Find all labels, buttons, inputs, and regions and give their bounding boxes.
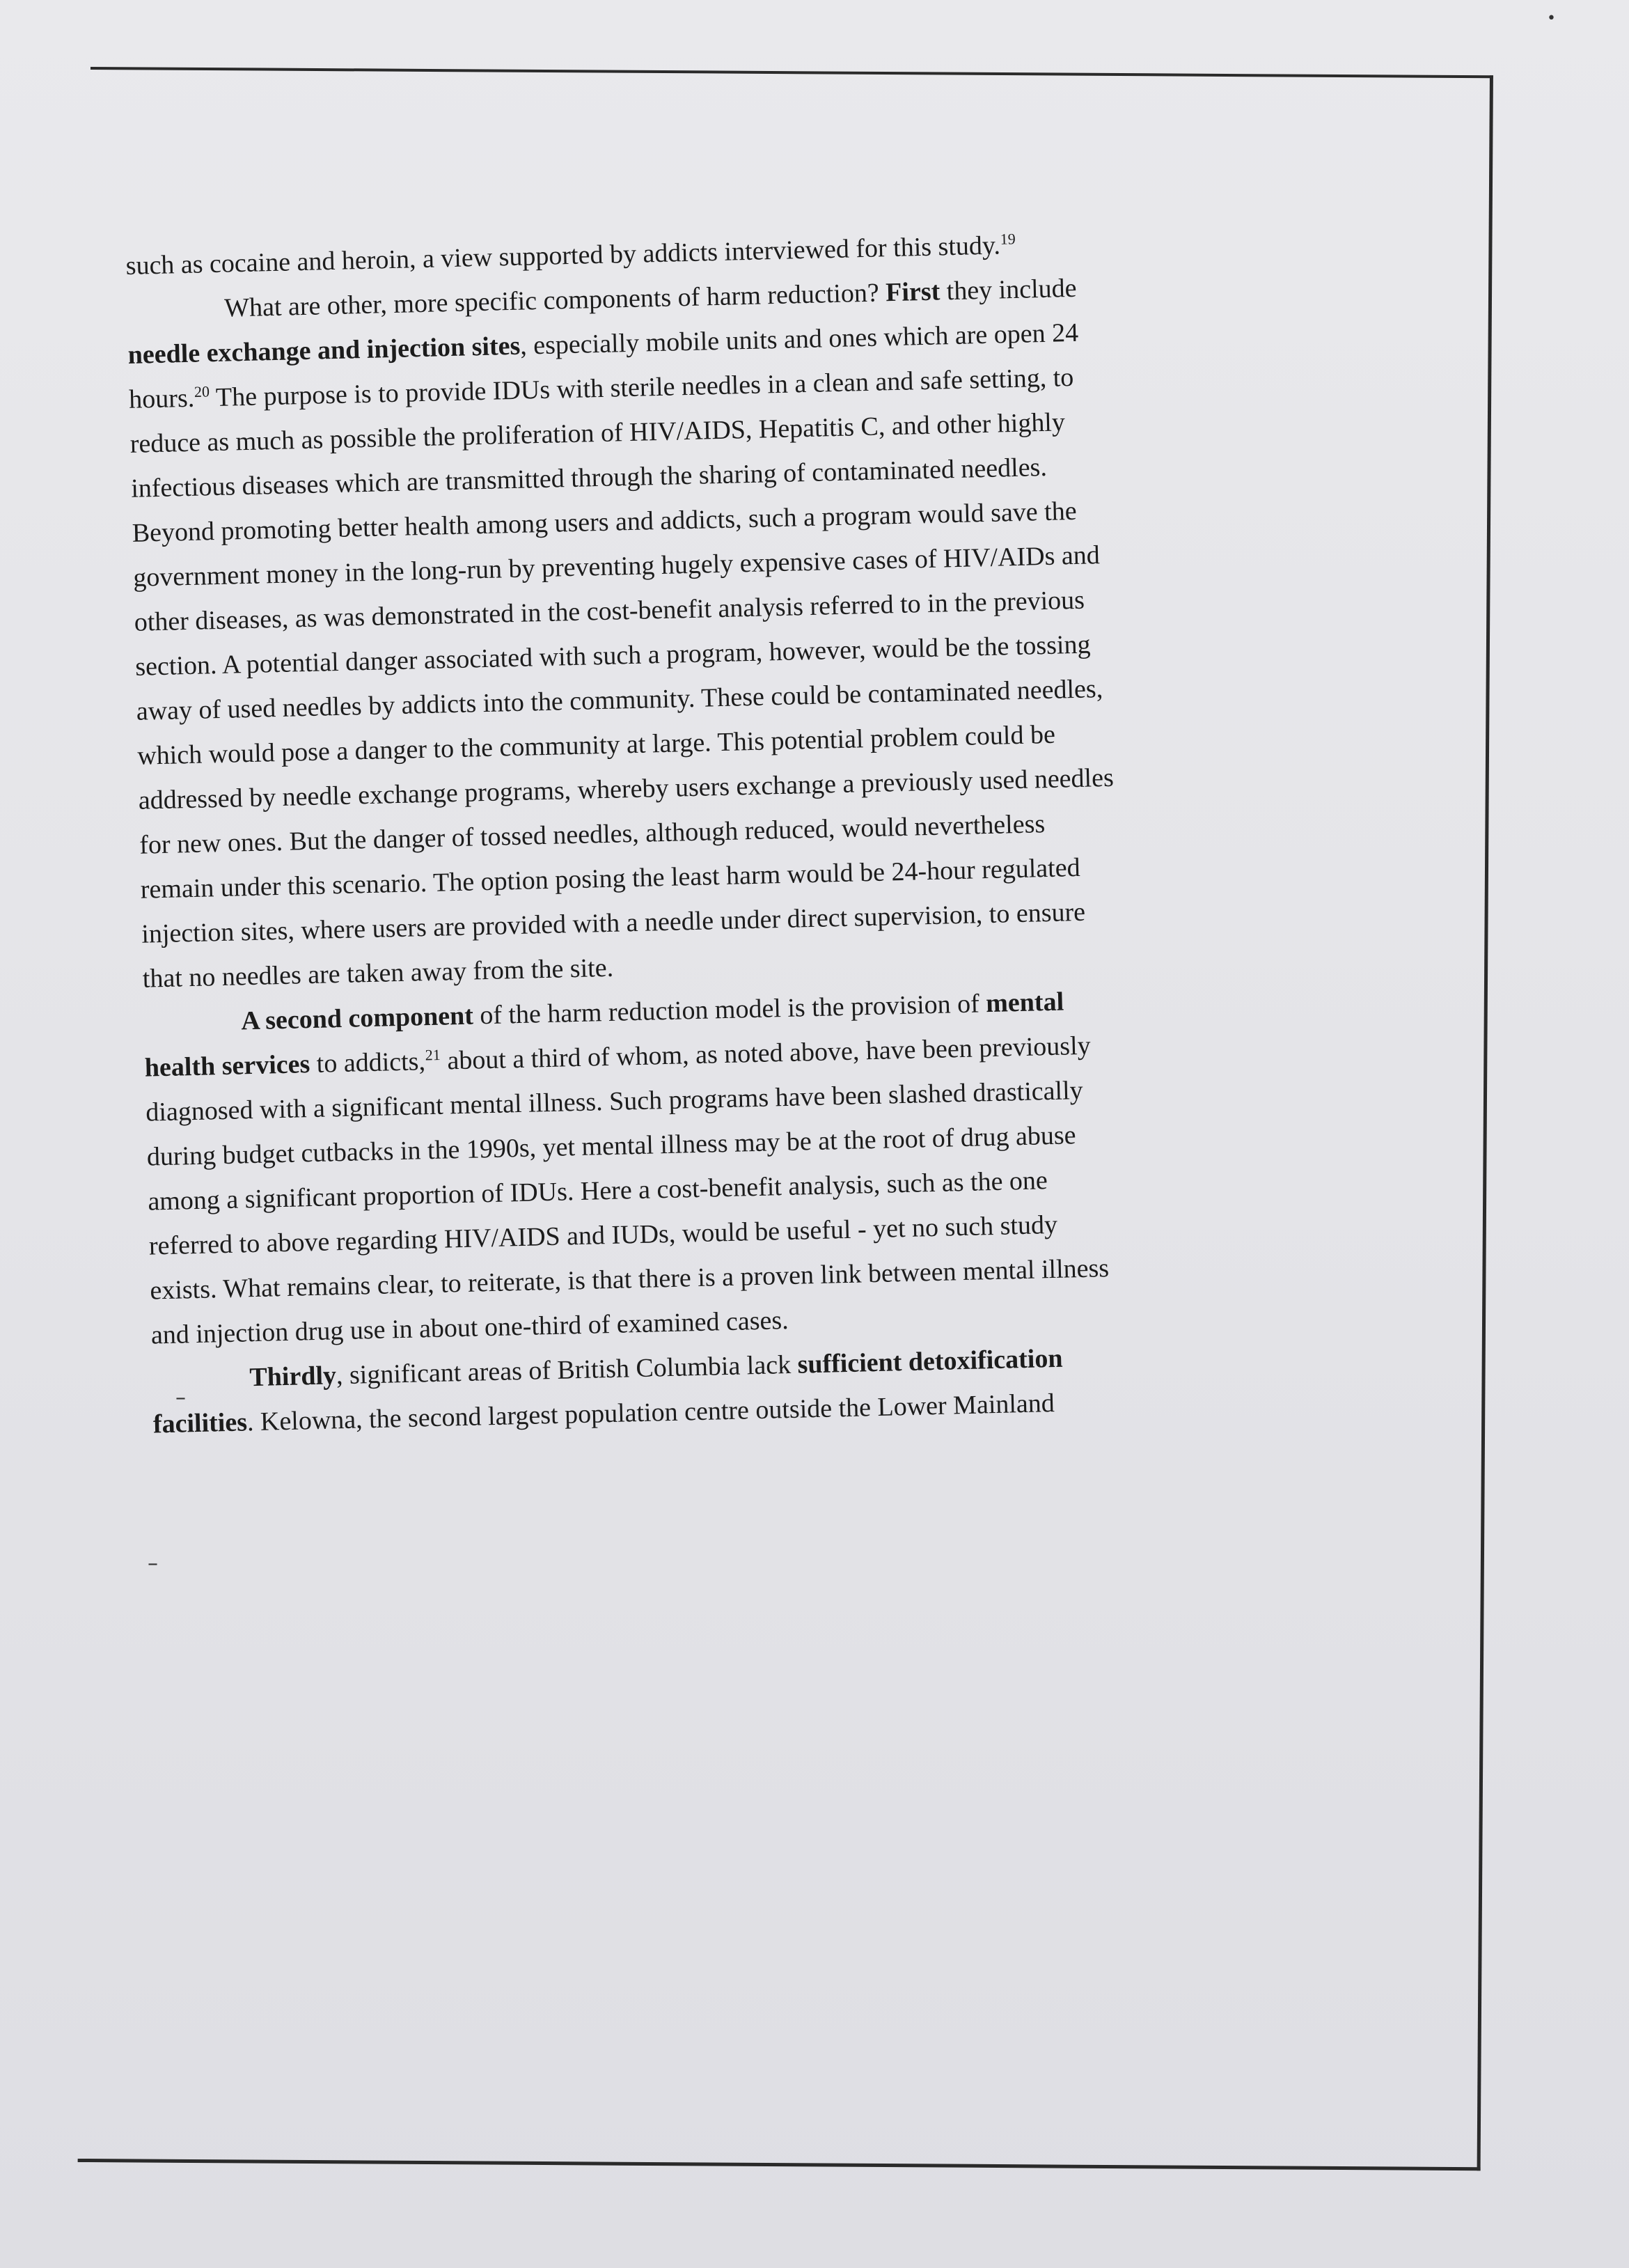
text-run: addressed by needle exchange programs, whereby users exchange a previously used needles (138, 762, 1115, 815)
text-run: exists. What remains clear, to reiterate, is that there is a proven link between mental illness (149, 1253, 1110, 1306)
text-run: for new ones. But the danger of tossed needles, although reduced, would nevertheless (139, 809, 1046, 860)
text-run: diagnosed with a significant mental illness. Such programs have been slashed drastically (145, 1075, 1084, 1127)
footnote-ref: 21 (425, 1046, 441, 1064)
text-run: section. A potential danger associated with such a program, however, would be the tossing (134, 629, 1091, 682)
bold-term: First (885, 276, 941, 308)
text-run: and injection drug use in about one-third of examined cases. (150, 1305, 789, 1350)
text-run: The purpose is to provide IDUs with sterile needles in a clean and safe setting, to (209, 362, 1074, 413)
text-run: Beyond promoting better health among users and addicts, such a program would save the (132, 496, 1078, 548)
text-run: about a third of whom, as noted above, have been previously (440, 1031, 1092, 1076)
text-run: such as cocaine and heroin, a view supported by addicts interviewed for this study. (125, 230, 1001, 281)
text-run: government money in the long-run by preventing hugely expensive cases of HIV/AIDs and (132, 540, 1101, 593)
text-run: they include (939, 273, 1077, 306)
text-run: away of used needles by addicts into the community. These could be contaminated needles, (136, 674, 1103, 726)
corner-mark-icon: • (1547, 10, 1556, 27)
text-run: . Kelowna, the second largest population centre outside the Lower Mainland (246, 1389, 1055, 1437)
footnote-ref: 19 (1000, 230, 1016, 248)
footnote-ref: 20 (194, 382, 210, 401)
text-run: reduce as much as possible the proliferation of HIV/AIDS, Hepatitis C, and other highly (129, 407, 1066, 459)
text-run: during budget cutbacks in the 1990s, yet mental illness may be at the root of drug abuse (146, 1120, 1077, 1172)
text-run: referred to above regarding HIV/AIDS and IUDs, would be useful - yet no such study (148, 1210, 1058, 1261)
text-run: , significant areas of British Columbia lack (336, 1350, 798, 1391)
text-run: other diseases, as was demonstrated in the cost-benefit analysis referred to in the previous (134, 585, 1085, 637)
bold-term: needle exchange and injection sites (127, 331, 521, 370)
text-run: hours. (128, 383, 195, 414)
margin-tick-mark-2: – (148, 1551, 158, 1576)
body-text (125, 216, 1326, 1446)
bold-term: Thirdly (249, 1361, 337, 1393)
text-run: infectious diseases which are transmitted through the sharing of contaminated needles. (130, 452, 1048, 503)
margin-tick-mark: – (175, 1386, 186, 1410)
bold-term: facilities (152, 1407, 248, 1439)
text-run: among a significant proportion of IDUs. Here a cost-benefit analysis, such as the one (147, 1166, 1048, 1217)
text-run: injection sites, where users are provided with a needle under direct supervision, to ensure (141, 897, 1086, 949)
bold-term: mental (985, 987, 1064, 1019)
text-run: What are other, more specific components of harm reduction? (223, 278, 886, 323)
text-run: to addicts, (309, 1047, 426, 1079)
text-run: which would pose a danger to the community at large. This potential problem could be (136, 719, 1056, 771)
text-run: of the harm reduction model is the provision of (473, 989, 986, 1031)
bold-term: sufficient detoxification (797, 1343, 1063, 1379)
text-run: , especially mobile units and ones which are open 24 (519, 318, 1079, 361)
text-run: remain under this scenario. The option posing the least harm would be 24-hour regulated (140, 852, 1081, 905)
bold-term: health services (144, 1049, 310, 1083)
text-run: that no needles are taken away from the site. (142, 953, 614, 994)
bold-term: A second component (240, 1001, 474, 1036)
